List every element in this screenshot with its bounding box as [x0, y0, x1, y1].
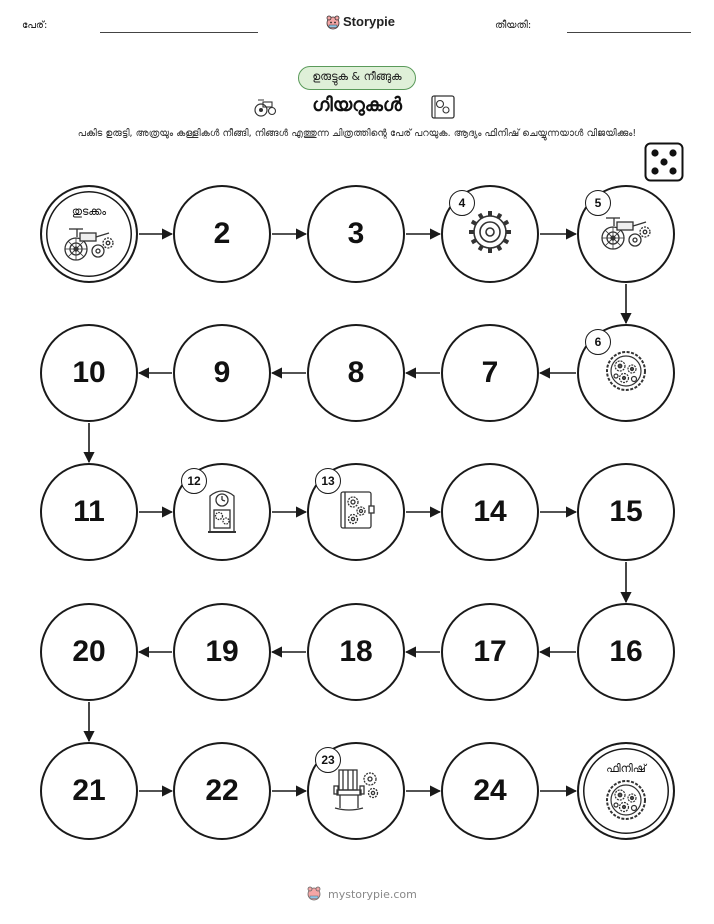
space-number: 15	[609, 495, 643, 528]
board-space-18[interactable]	[307, 603, 405, 701]
space-number: 18	[339, 635, 373, 668]
board-space-24[interactable]	[441, 742, 539, 840]
finish-label: ഫിനിഷ്	[606, 762, 646, 775]
space-number: 14	[473, 495, 507, 528]
start-space[interactable]	[40, 185, 138, 283]
board-space-6[interactable]	[577, 324, 675, 422]
space-number: 16	[609, 635, 643, 668]
page-title: ഗിയറുകൾ	[312, 94, 402, 116]
board-space-20[interactable]	[40, 603, 138, 701]
space-number: 19	[205, 635, 239, 668]
space-number: 17	[473, 635, 507, 668]
board-space-10[interactable]	[40, 324, 138, 422]
tractor-gear-icon	[600, 212, 652, 256]
name-label: പേര്:	[22, 20, 48, 31]
game-tag: ഉരുട്ടുക & നീങ്ങുക	[298, 66, 416, 90]
space-number: 3	[347, 217, 365, 250]
board-space-13[interactable]	[307, 463, 405, 561]
board-space-8[interactable]	[307, 324, 405, 422]
space-number-badge: 4	[449, 190, 475, 216]
board-space-12[interactable]	[173, 463, 271, 561]
space-number: 2	[213, 217, 231, 250]
board-space-15[interactable]	[577, 463, 675, 561]
clock-mechanism-icon	[604, 349, 648, 397]
board-space-11[interactable]	[40, 463, 138, 561]
space-number: 22	[205, 774, 239, 807]
space-number-badge: 12	[181, 468, 207, 494]
space-number: 24	[473, 774, 507, 807]
footer	[306, 885, 416, 905]
finish-space[interactable]	[577, 742, 675, 840]
board-space-7[interactable]	[441, 324, 539, 422]
space-number-badge: 13	[315, 468, 341, 494]
space-number: 21	[72, 774, 106, 807]
grandfather-clock-icon	[204, 486, 240, 538]
board-space-23[interactable]	[307, 742, 405, 840]
board-space-14[interactable]	[441, 463, 539, 561]
board-space-17[interactable]	[441, 603, 539, 701]
instructions: പകിട ഉരുട്ടി, അത്രയും കള്ളികൾ നീങ്ങി, നിങ്ങൾ എത്തുന്ന ചിത്രത്തിന്റെ പേര് പറയുക. ആദ്യം ഫിനിഷ് ചെയ്യുന്നയാൾ വിജയിക്കും!	[77, 128, 637, 139]
gear-chair-icon	[331, 766, 381, 816]
space-number: 8	[347, 356, 365, 389]
clock-mechanism-icon	[604, 778, 648, 826]
gear-notebook-icon	[334, 488, 378, 536]
footer-mascot-icon	[306, 885, 322, 901]
gear-icon	[467, 209, 513, 259]
board-space-21[interactable]	[40, 742, 138, 840]
brand-name: Storypie	[343, 14, 396, 29]
space-number-badge: 6	[585, 329, 611, 355]
start-label: തുടക്കം	[71, 205, 107, 218]
board-space-2[interactable]	[173, 185, 271, 283]
space-number-badge: 23	[315, 747, 341, 773]
board-space-19[interactable]	[173, 603, 271, 701]
board-space-9[interactable]	[173, 324, 271, 422]
board-space-3[interactable]	[307, 185, 405, 283]
board-space-22[interactable]	[173, 742, 271, 840]
board-space-16[interactable]	[577, 603, 675, 701]
board-space-5[interactable]	[577, 185, 675, 283]
tractor-gear-icon	[63, 223, 115, 267]
space-number: 20	[72, 635, 106, 668]
space-number: 7	[481, 356, 499, 389]
space-number-badge: 5	[585, 190, 611, 216]
space-number: 9	[213, 356, 231, 389]
date-label: തീയതി:	[495, 20, 532, 31]
space-number: 11	[73, 495, 105, 528]
board-space-4[interactable]	[441, 185, 539, 283]
footer-site[interactable]: mystorypie.com	[328, 888, 417, 901]
space-number: 10	[72, 356, 106, 389]
